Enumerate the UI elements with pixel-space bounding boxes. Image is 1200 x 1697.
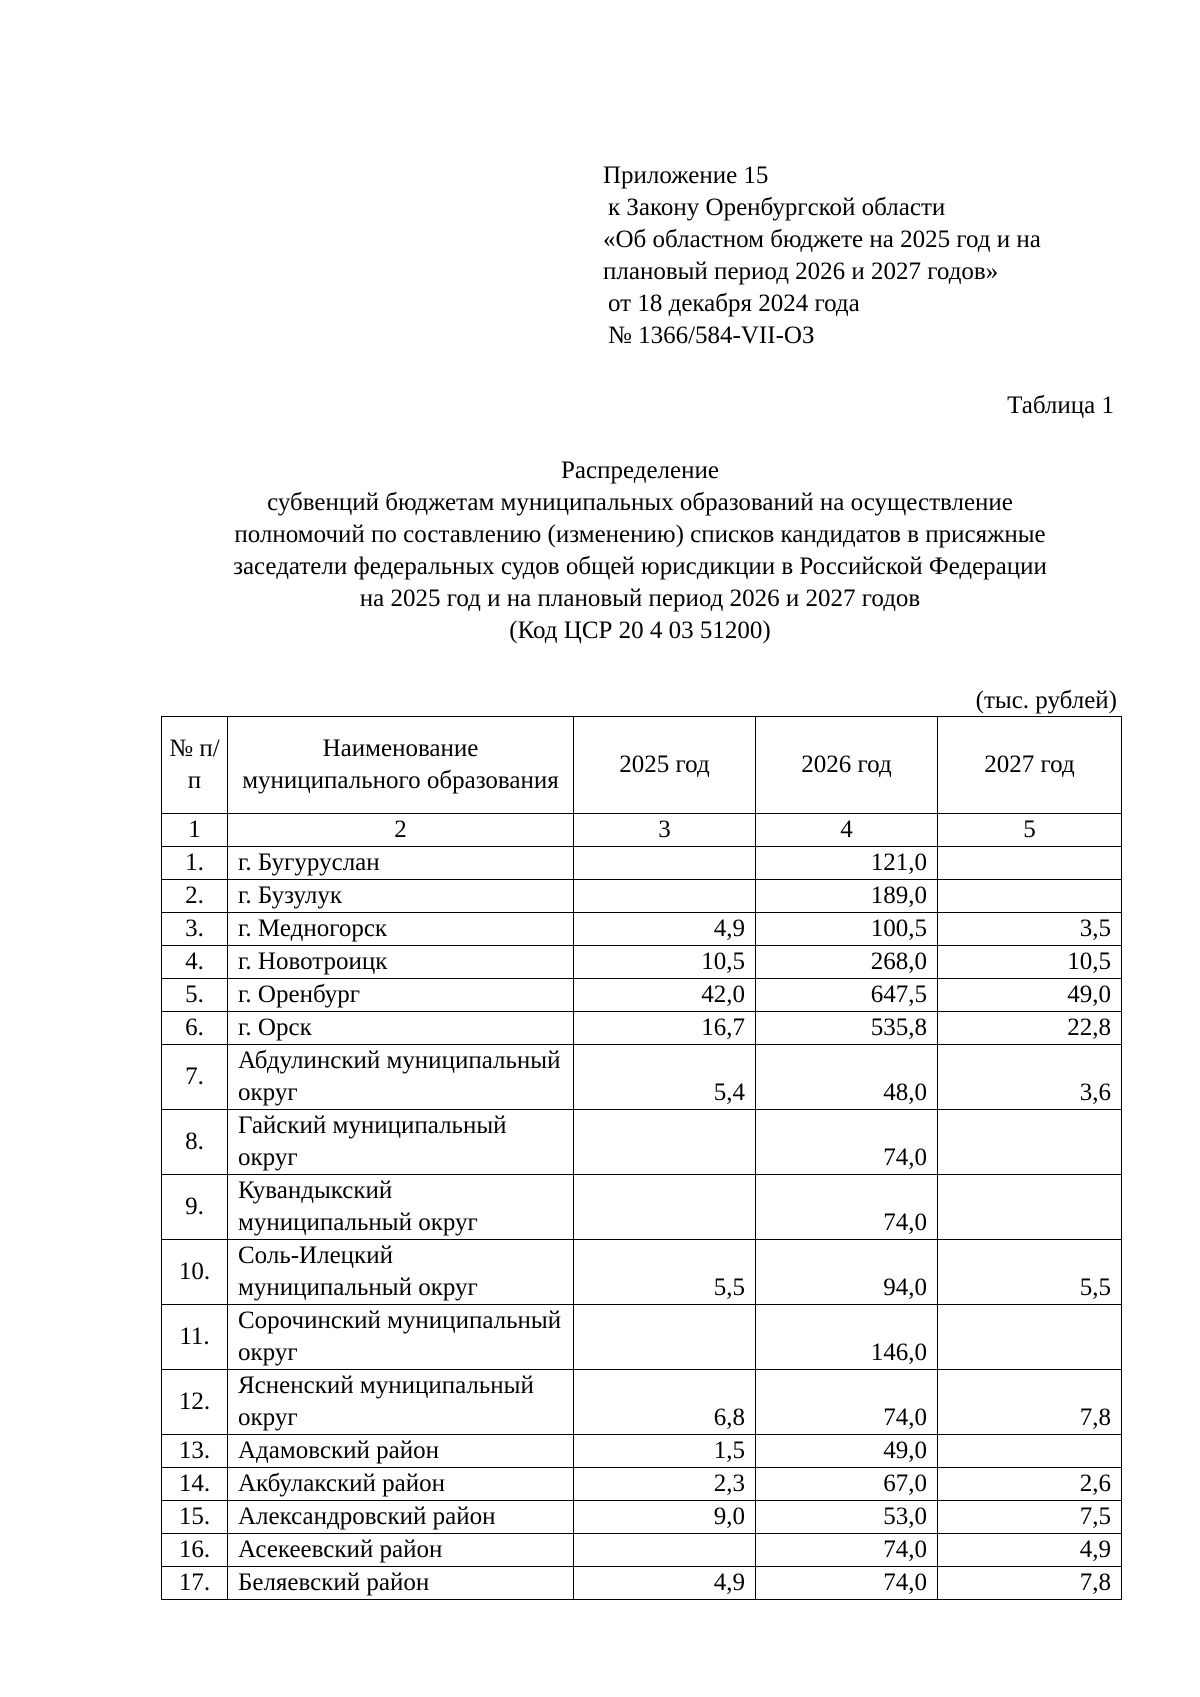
appendix-line: № 1366/584-VII-ОЗ <box>608 322 815 349</box>
title-line: полномочий по составлению (изменению) списков кандидатов в присяжные <box>234 521 1046 548</box>
header-2025: 2025 год <box>574 717 756 814</box>
table-row <box>162 1468 1122 1501</box>
municipality-name: г. Бугуруслан <box>228 847 574 880</box>
value-2027: 2,6 <box>938 1468 1122 1501</box>
municipality-name: Кувандыкский муниципальный округ <box>228 1175 574 1240</box>
value-2025: 6,8 <box>574 1370 756 1435</box>
value-2027: 49,0 <box>938 979 1122 1012</box>
row-number: 11. <box>162 1305 228 1370</box>
units-label: (тыс. рублей) <box>975 687 1117 714</box>
row-number: 3. <box>162 913 228 946</box>
value-2027 <box>938 1435 1122 1468</box>
value-2025 <box>574 1175 756 1240</box>
value-2025: 9,0 <box>574 1501 756 1534</box>
table-row <box>162 946 1122 979</box>
table-row <box>162 1012 1122 1045</box>
value-2025: 10,5 <box>574 946 756 979</box>
value-2025: 1,5 <box>574 1435 756 1468</box>
value-2027: 7,5 <box>938 1501 1122 1534</box>
value-2025: 2,3 <box>574 1468 756 1501</box>
appendix-block <box>603 160 1143 352</box>
subvention-table <box>161 716 1122 1600</box>
row-number: 2. <box>162 880 228 913</box>
table-row <box>162 880 1122 913</box>
value-2027 <box>938 1175 1122 1240</box>
table-label: Таблица 1 <box>1007 392 1114 419</box>
municipality-name: г. Медногорск <box>228 913 574 946</box>
table-row <box>162 1045 1122 1110</box>
municipality-name: Сорочинский муниципальный округ <box>228 1305 574 1370</box>
column-number: 3 <box>574 814 756 847</box>
value-2025: 4,9 <box>574 913 756 946</box>
value-2026: 49,0 <box>756 1435 938 1468</box>
value-2027: 4,9 <box>938 1534 1122 1567</box>
title-line: Распределение <box>561 457 719 484</box>
value-2027: 5,5 <box>938 1240 1122 1305</box>
municipality-name: Абдулинский муниципальный округ <box>228 1045 574 1110</box>
value-2026: 74,0 <box>756 1175 938 1240</box>
value-2025: 4,9 <box>574 1567 756 1600</box>
value-2026: 189,0 <box>756 880 938 913</box>
appendix-line: к Закону Оренбургской области <box>608 194 946 221</box>
table-row <box>162 1534 1122 1567</box>
municipality-name: Гайский муниципальный округ <box>228 1110 574 1175</box>
value-2027: 3,5 <box>938 913 1122 946</box>
title-line: (Код ЦСР 20 4 03 51200) <box>509 617 771 644</box>
row-number: 15. <box>162 1501 228 1534</box>
row-number: 7. <box>162 1045 228 1110</box>
value-2027: 7,8 <box>938 1567 1122 1600</box>
title-line: субвенций бюджетам муниципальных образований на осуществление <box>267 489 1013 516</box>
value-2025: 5,4 <box>574 1045 756 1110</box>
appendix-line: плановый период 2026 и 2027 годов» <box>603 258 999 285</box>
table-row <box>162 1240 1122 1305</box>
table-row <box>162 1110 1122 1175</box>
header-name: Наименование муниципального образования <box>228 717 574 814</box>
table-row <box>162 1305 1122 1370</box>
table-row <box>162 1435 1122 1468</box>
column-number: 4 <box>756 814 938 847</box>
value-2025 <box>574 1305 756 1370</box>
row-number: 1. <box>162 847 228 880</box>
value-2025: 42,0 <box>574 979 756 1012</box>
appendix-line: от 18 декабря 2024 года <box>608 290 860 317</box>
column-number: 5 <box>938 814 1122 847</box>
value-2026: 48,0 <box>756 1045 938 1110</box>
row-number: 12. <box>162 1370 228 1435</box>
value-2027 <box>938 1305 1122 1370</box>
value-2026: 74,0 <box>756 1370 938 1435</box>
municipality-name: Александровский район <box>228 1501 574 1534</box>
value-2026: 74,0 <box>756 1567 938 1600</box>
table-row <box>162 1567 1122 1600</box>
value-2027: 7,8 <box>938 1370 1122 1435</box>
value-2026: 74,0 <box>756 1110 938 1175</box>
row-number: 10. <box>162 1240 228 1305</box>
table-row <box>162 979 1122 1012</box>
table-row <box>162 1370 1122 1435</box>
value-2026: 74,0 <box>756 1534 938 1567</box>
value-2025 <box>574 880 756 913</box>
row-number: 13. <box>162 1435 228 1468</box>
table-row <box>162 913 1122 946</box>
municipality-name: г. Бузулук <box>228 880 574 913</box>
value-2027 <box>938 1110 1122 1175</box>
municipality-name: Беляевский район <box>228 1567 574 1600</box>
header-num: № п/п <box>162 717 228 814</box>
column-number: 2 <box>228 814 574 847</box>
row-number: 5. <box>162 979 228 1012</box>
value-2027: 3,6 <box>938 1045 1122 1110</box>
municipality-name: Асекеевский район <box>228 1534 574 1567</box>
table-row <box>162 847 1122 880</box>
title-line: на 2025 год и на плановый период 2026 и 2027 годов <box>359 585 921 612</box>
row-number: 14. <box>162 1468 228 1501</box>
row-number: 16. <box>162 1534 228 1567</box>
value-2026: 146,0 <box>756 1305 938 1370</box>
header-2027: 2027 год <box>938 717 1122 814</box>
value-2025 <box>574 1110 756 1175</box>
value-2026: 53,0 <box>756 1501 938 1534</box>
value-2026: 67,0 <box>756 1468 938 1501</box>
row-number: 4. <box>162 946 228 979</box>
value-2026: 268,0 <box>756 946 938 979</box>
appendix-line: «Об областном бюджете на 2025 год и на <box>603 226 1041 253</box>
municipality-name: Акбулакский район <box>228 1468 574 1501</box>
value-2027 <box>938 880 1122 913</box>
value-2027: 22,8 <box>938 1012 1122 1045</box>
value-2025: 5,5 <box>574 1240 756 1305</box>
appendix-line: Приложение 15 <box>603 162 769 189</box>
title-line: заседатели федеральных судов общей юрисдикции в Российской Федерации <box>233 553 1047 580</box>
header-2026: 2026 год <box>756 717 938 814</box>
table-row <box>162 1175 1122 1240</box>
value-2025: 16,7 <box>574 1012 756 1045</box>
row-number: 8. <box>162 1110 228 1175</box>
table-row <box>162 1501 1122 1534</box>
value-2025 <box>574 1534 756 1567</box>
column-number: 1 <box>162 814 228 847</box>
value-2026: 535,8 <box>756 1012 938 1045</box>
value-2026: 94,0 <box>756 1240 938 1305</box>
row-number: 9. <box>162 1175 228 1240</box>
municipality-name: г. Орск <box>228 1012 574 1045</box>
column-numbers-row <box>162 814 1122 847</box>
row-number: 17. <box>162 1567 228 1600</box>
municipality-name: Ясненский муниципальный округ <box>228 1370 574 1435</box>
row-number: 6. <box>162 1012 228 1045</box>
document-title <box>130 455 1150 647</box>
municipality-name: г. Оренбург <box>228 979 574 1012</box>
value-2025 <box>574 847 756 880</box>
value-2026: 647,5 <box>756 979 938 1012</box>
value-2026: 100,5 <box>756 913 938 946</box>
value-2027 <box>938 847 1122 880</box>
municipality-name: Адамовский район <box>228 1435 574 1468</box>
value-2027: 10,5 <box>938 946 1122 979</box>
value-2026: 121,0 <box>756 847 938 880</box>
table-header-row <box>162 717 1122 814</box>
municipality-name: г. Новотроицк <box>228 946 574 979</box>
municipality-name: Соль-Илецкий муниципальный округ <box>228 1240 574 1305</box>
